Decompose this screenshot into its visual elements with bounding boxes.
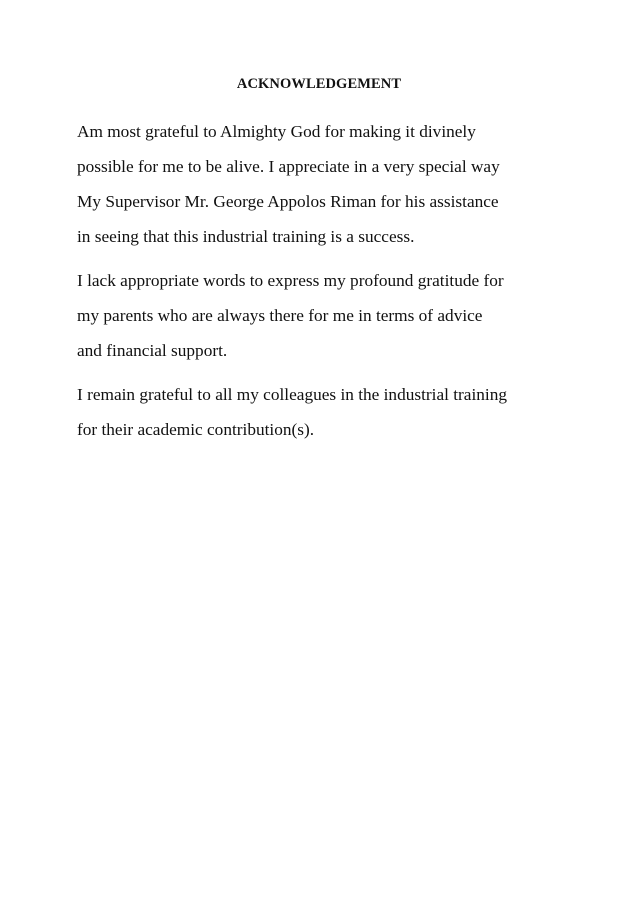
paragraph-line: My Supervisor Mr. George Appolos Riman for his assistance — [77, 192, 499, 211]
paragraph-line: I lack appropriate words to express my profound gratitude for — [77, 271, 504, 290]
paragraph-gratitude-god — [77, 114, 567, 254]
paragraph-line: in seeing that this industrial training is a success. — [77, 227, 415, 246]
paragraph-gratitude-parents — [77, 263, 567, 368]
page-title: ACKNOWLEDGEMENT — [236, 76, 402, 92]
paragraph-line: Am most grateful to Almighty God for making it divinely — [77, 122, 476, 141]
paragraph-gratitude-colleagues — [77, 377, 567, 447]
paragraph-line: and financial support. — [77, 341, 228, 360]
paragraph-line: for their academic contribution(s). — [77, 420, 315, 439]
document-body — [77, 114, 567, 456]
paragraph-line: possible for me to be alive. I appreciate in a very special way — [77, 157, 500, 176]
paragraph-line: I remain grateful to all my colleagues in the industrial training — [77, 385, 507, 404]
paragraph-line: my parents who are always there for me in terms of advice — [77, 306, 483, 325]
